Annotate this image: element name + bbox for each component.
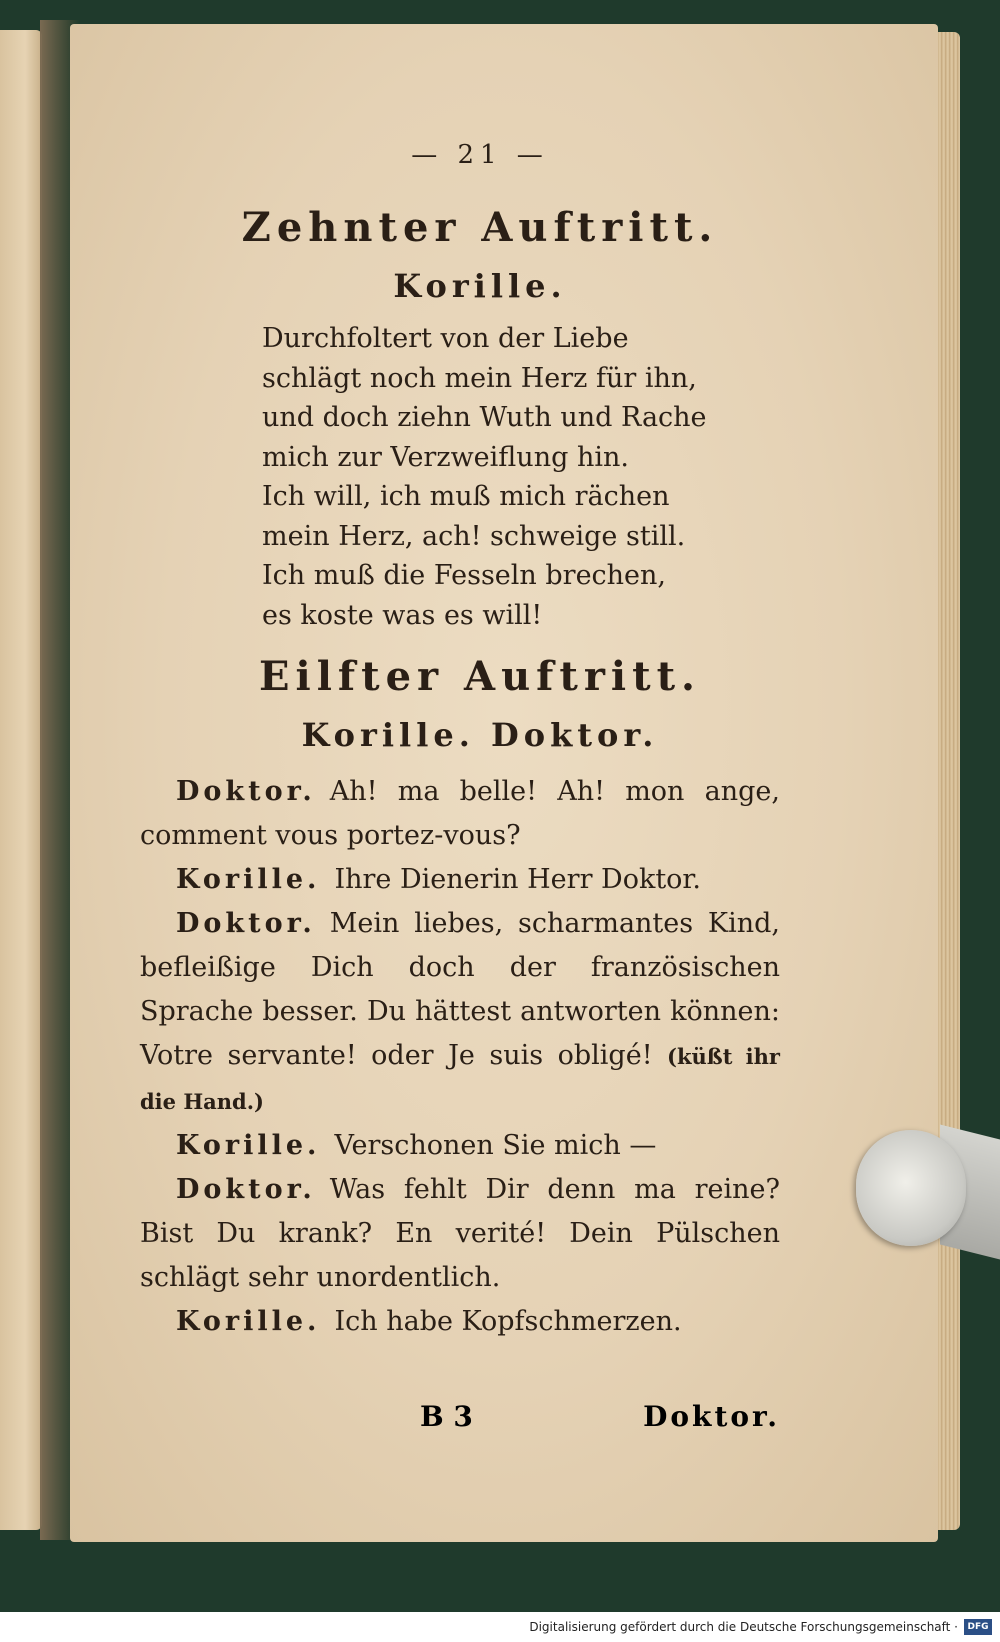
speaker-name: Doktor. <box>176 776 316 807</box>
scene-speaker-10: Korille. <box>393 267 567 305</box>
verse-line: Ich will, ich muß mich rächen <box>262 481 670 512</box>
speaker-name: Doktor. <box>176 1174 316 1205</box>
verse-line: mich zur Verzweiflung hin. <box>262 441 629 473</box>
dialog-line <box>140 858 780 902</box>
page-footer <box>140 1400 780 1444</box>
scene-title-11: Eilfter Auftritt. <box>259 653 701 700</box>
dialog-line <box>140 902 780 1124</box>
dialog-line <box>140 770 780 858</box>
scene-title-10: Zehnter Auftritt. <box>241 204 719 251</box>
page-number: — 21 — <box>411 140 549 170</box>
verse-line: es koste was es will! <box>262 599 543 631</box>
speaker-name: Doktor. <box>176 908 316 939</box>
dialog-line <box>140 1124 780 1168</box>
speaker-name: Korille. <box>176 1130 321 1161</box>
dialog-text: Verschonen Sie mich — <box>334 1130 657 1161</box>
digitization-credit: Digitalisierung gefördert durch die Deutsche Forschungsgemeinschaft · <box>0 1612 1000 1642</box>
dialog-text: Was fehlt Dir denn ma reine? Bist Du krank? En verité! Dein Pülschen schlägt sehr unordentlich. <box>140 1174 780 1293</box>
dialog-text: Ah! ma belle! Ah! mon ange, comment vous portez-vous? <box>140 776 780 851</box>
verse-line: mein Herz, ach! schweige still. <box>262 520 686 552</box>
speaker-name: Korille. <box>176 864 321 895</box>
dialog-text: Ich habe Kopfschmerzen. <box>334 1306 682 1337</box>
scene-speakers-11: Korille. Doktor. <box>301 716 659 754</box>
dialog-text: Ihre Dienerin Herr Doktor. <box>334 864 701 895</box>
verse-line: Ich muß die Fesseln brechen, <box>262 560 667 591</box>
verse-line: Durchfoltert von der Liebe <box>262 323 629 354</box>
page-clip <box>856 1130 966 1246</box>
dialog-block <box>140 770 780 1344</box>
dialog-text: Mein liebes, scharmantes Kind, befleißige Dich doch der französischen Sprache besser. Du hättest antworten können: Votre servante! oder Je suis obligé! <box>140 908 780 1071</box>
previous-page-edge <box>0 30 42 1530</box>
speaker-name: Korille. <box>176 1306 321 1337</box>
verse-line: und doch ziehn Wuth und Rache <box>262 402 707 433</box>
stage-direction: (küßt ihr die Hand.) <box>140 1044 780 1114</box>
dialog-line <box>140 1168 780 1300</box>
dialog-line <box>140 1300 780 1344</box>
catchword: Doktor. <box>643 1400 780 1433</box>
page-content <box>140 140 780 1344</box>
verse-line: schlägt noch mein Herz für ihn, <box>262 362 697 394</box>
dfg-logo: DFG <box>964 1619 992 1635</box>
signature-mark: B 3 <box>420 1400 473 1433</box>
verse-block <box>262 319 780 635</box>
